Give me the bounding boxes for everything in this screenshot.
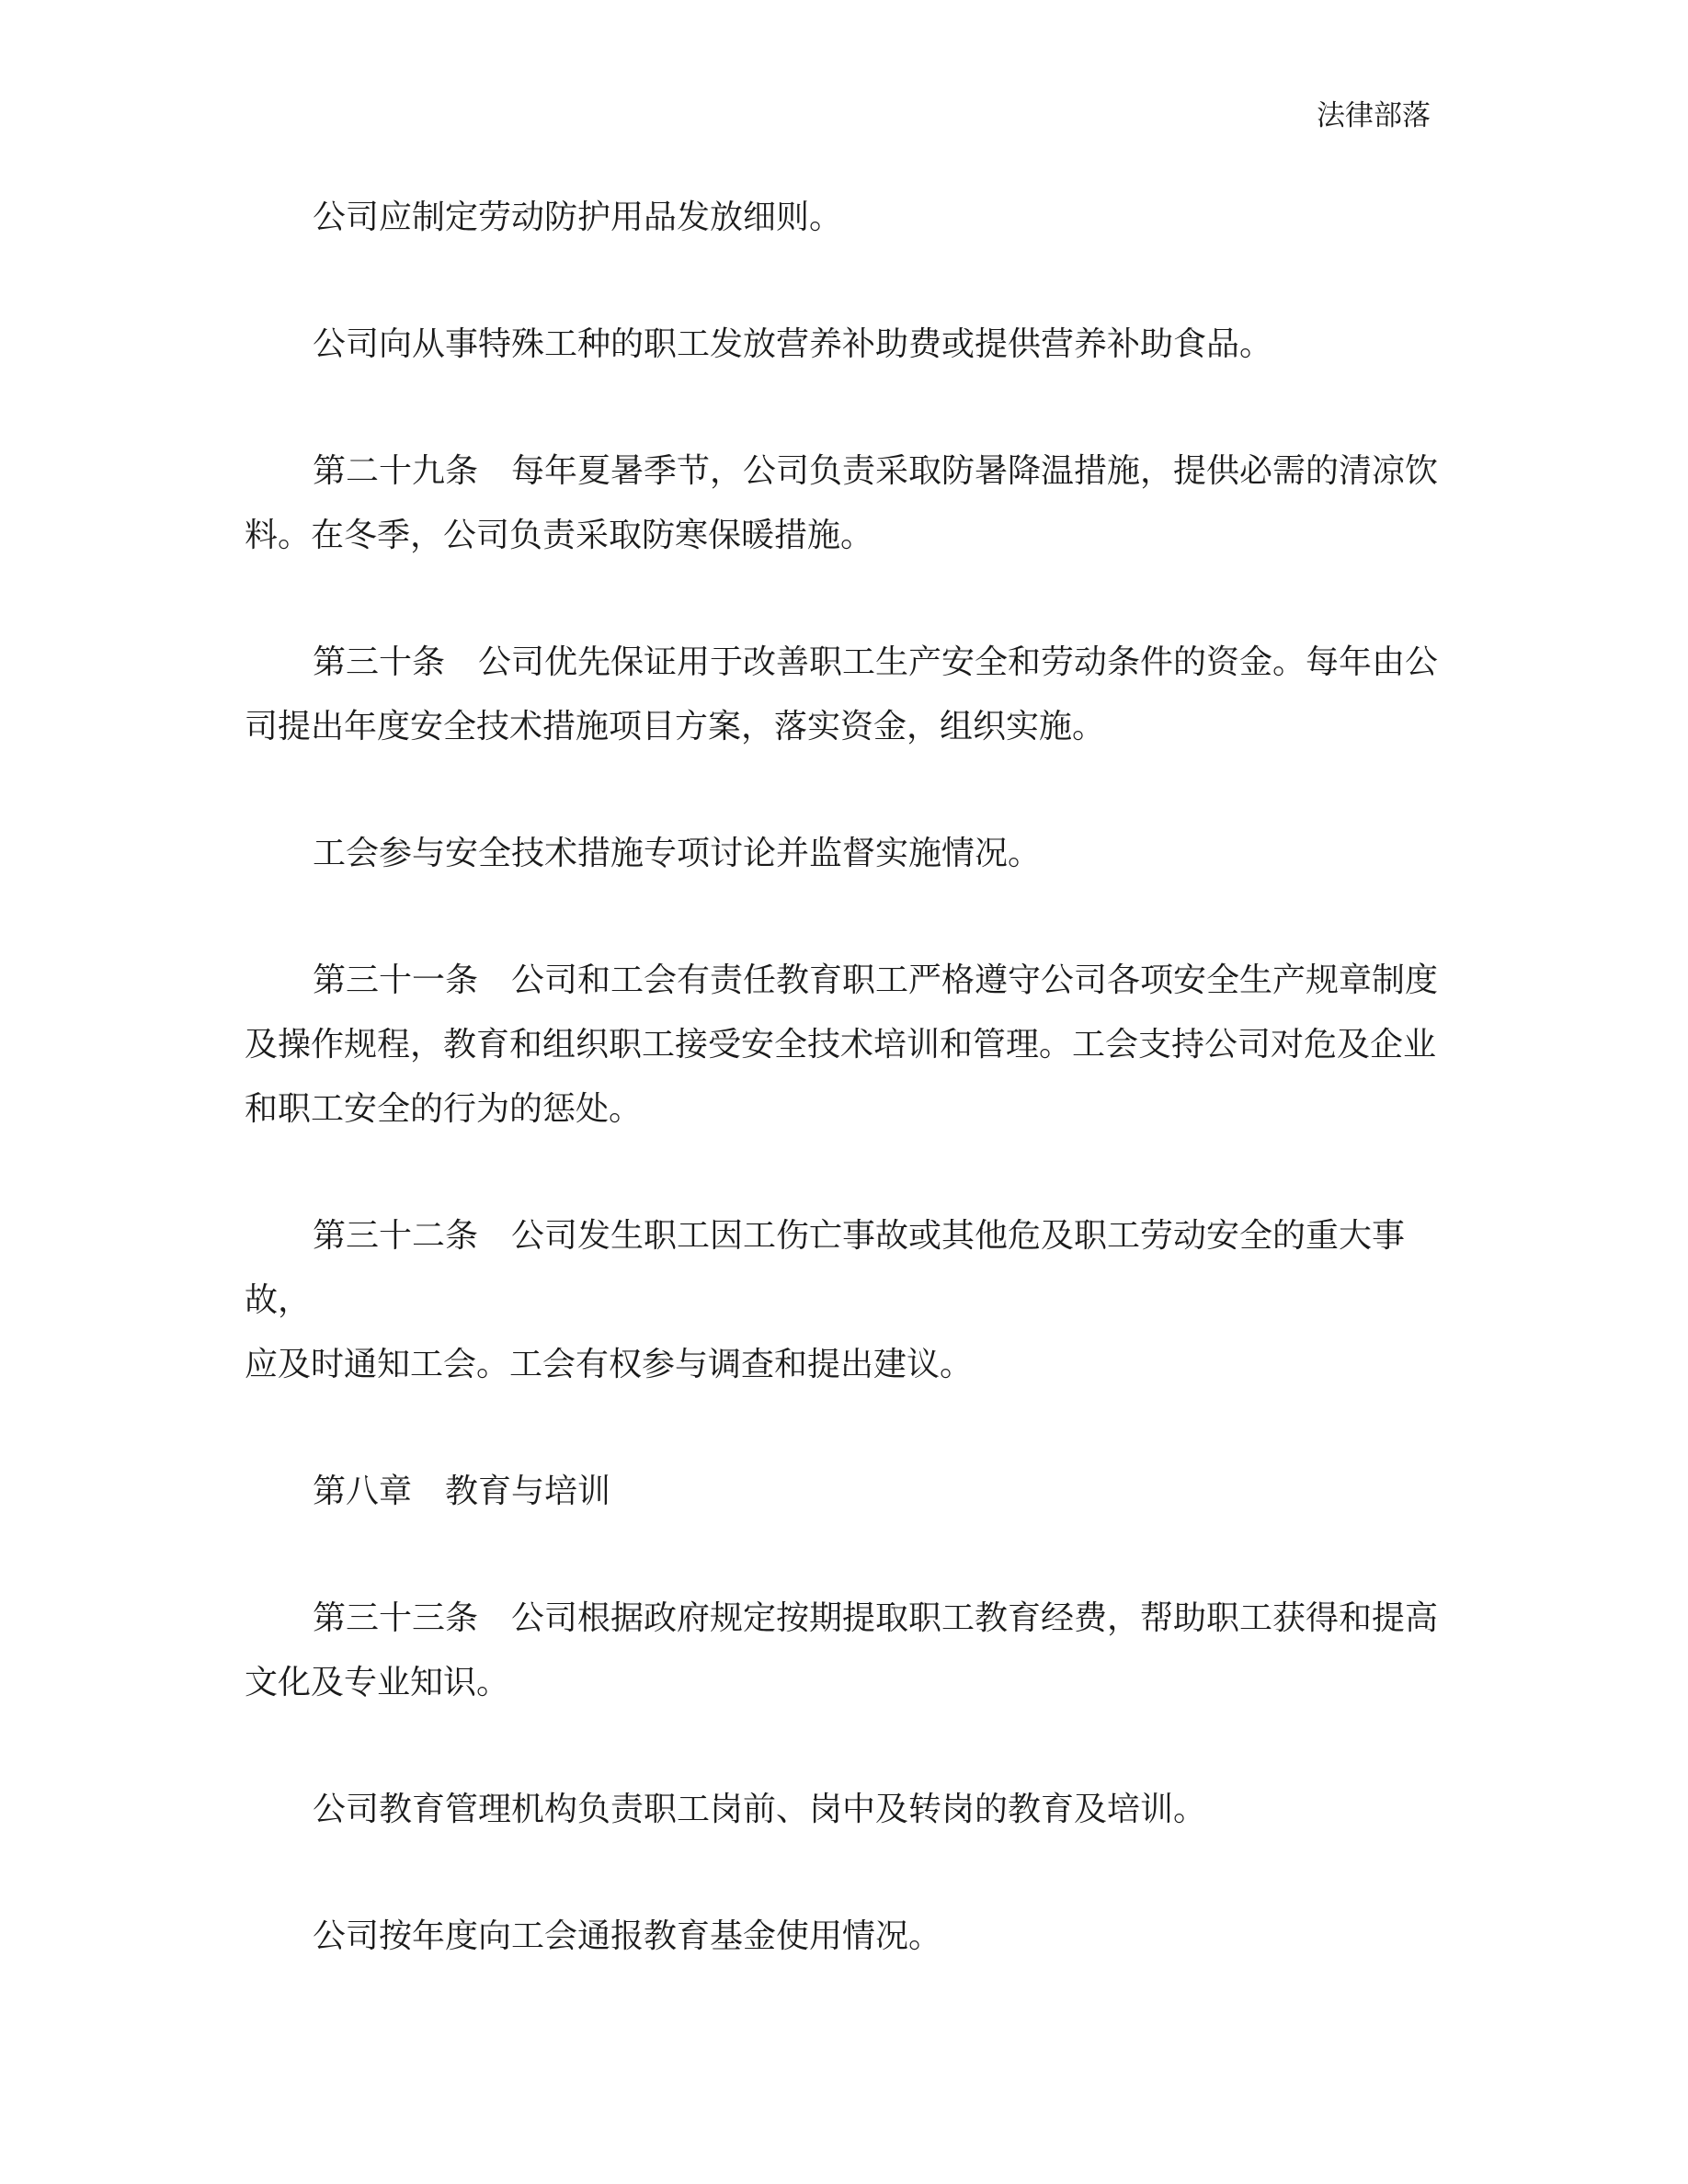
paragraph-line: 公司向从事特殊工种的职工发放营养补助费或提供营养补助食品。: [313, 325, 1273, 363]
paragraph-line: 工会参与安全技术措施专项讨论并监督实施情况。: [313, 835, 1042, 872]
article-line: 第三十条 公司优先保证用于改善职工生产安全和劳动条件的资金。每年由公: [313, 643, 1439, 681]
article-line: 应及时通知工会。工会有权参与调查和提出建议。: [245, 1346, 974, 1383]
chapter-heading: 第八章 教育与培训: [313, 1473, 611, 1510]
paragraph-line: 公司教育管理机构负责职工岗前、岗中及转岗的教育及培训。: [313, 1791, 1207, 1828]
article-line: 料。在冬季，公司负责采取防寒保暖措施。: [245, 517, 874, 554]
paragraph-line: 公司按年度向工会通报教育基金使用情况。: [313, 1917, 942, 1955]
article-line: 第三十二条 公司发生职工因工伤亡事故或其他危及职工劳动安全的重大事: [313, 1217, 1406, 1255]
article-line: 司提出年度安全技术措施项目方案，落实资金，组织实施。: [245, 708, 1106, 745]
article-line: 文化及专业知识。: [245, 1664, 510, 1701]
article-line: 第三十三条 公司根据政府规定按期提取职工教育经费，帮助职工获得和提高: [313, 1599, 1439, 1637]
article-line: 故，: [245, 1281, 312, 1319]
page-header: 法律部落: [1317, 99, 1431, 132]
article-line: 第二十九条 每年夏暑季节，公司负责采取防暑降温措施，提供必需的清凉饮: [313, 452, 1439, 490]
article-line: 和职工安全的行为的惩处。: [245, 1090, 643, 1128]
article-line: 及操作规程，教育和组织职工接受安全技术培训和管理。工会支持公司对危及企业: [245, 1026, 1437, 1064]
paragraph-line: 公司应制定劳动防护用品发放细则。: [313, 199, 843, 236]
article-line: 第三十一条 公司和工会有责任教育职工严格遵守公司各项安全生产规章制度: [313, 961, 1439, 999]
